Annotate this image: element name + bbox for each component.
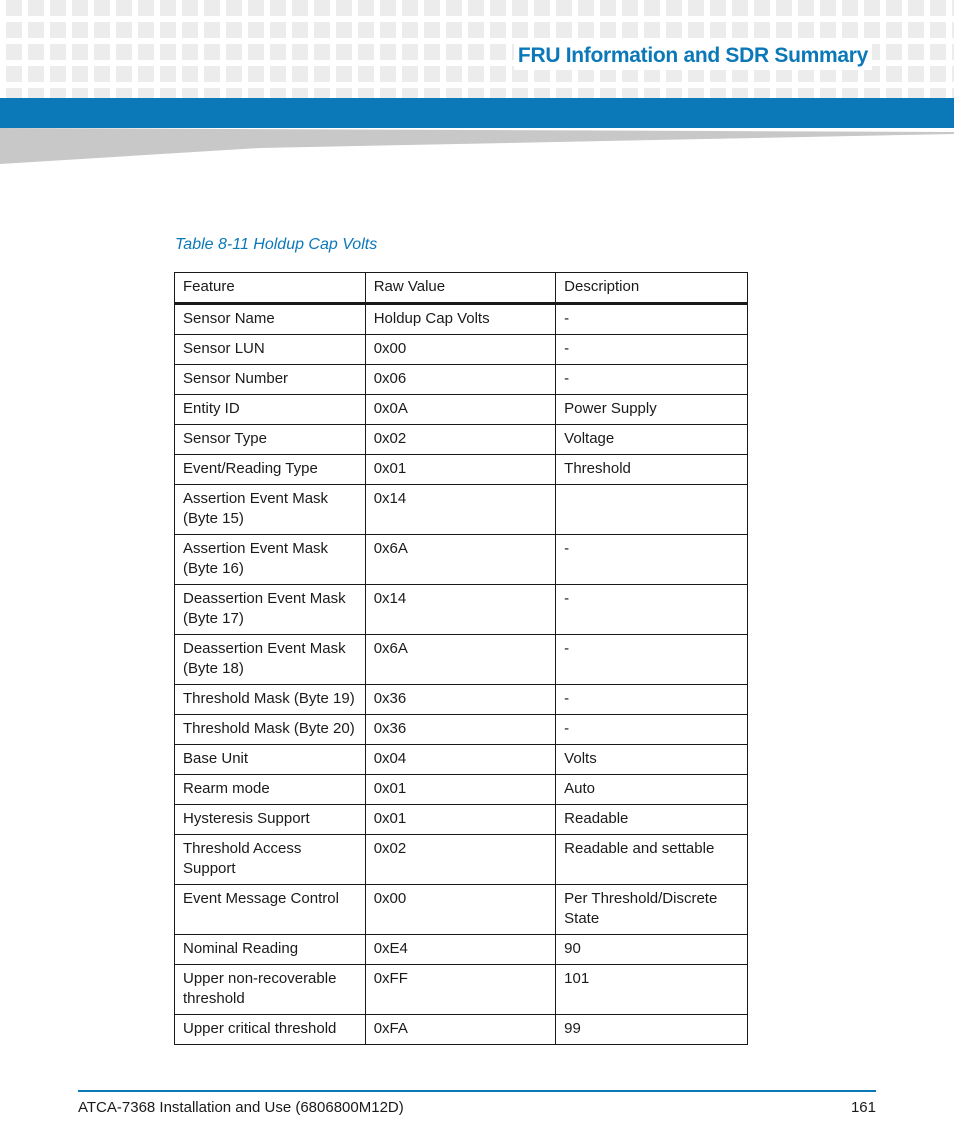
- cell-description: -: [556, 304, 748, 335]
- cell-raw-value: 0x6A: [365, 535, 555, 585]
- table-row: [175, 1015, 748, 1045]
- cell-feature: Sensor LUN: [175, 335, 366, 365]
- column-header-description: Description: [556, 273, 748, 304]
- page-header-title: FRU Information and SDR Summary: [514, 42, 872, 70]
- cell-raw-value: 0x0A: [365, 395, 555, 425]
- table-row: [175, 304, 748, 335]
- cell-feature: Upper critical threshold: [175, 1015, 366, 1045]
- column-header-raw-value: Raw Value: [365, 273, 555, 304]
- table-row: [175, 965, 748, 1015]
- cell-description: [556, 485, 748, 535]
- table-header-row: [175, 273, 748, 304]
- cell-feature: Nominal Reading: [175, 935, 366, 965]
- cell-feature: Assertion Event Mask (Byte 15): [175, 485, 366, 535]
- cell-description: -: [556, 535, 748, 585]
- cell-description: Per Threshold/Discrete State: [556, 885, 748, 935]
- table-row: [175, 455, 748, 485]
- cell-feature: Event Message Control: [175, 885, 366, 935]
- cell-description: Auto: [556, 775, 748, 805]
- cell-raw-value: 0x00: [365, 335, 555, 365]
- table-row: [175, 635, 748, 685]
- cell-raw-value: Holdup Cap Volts: [365, 304, 555, 335]
- cell-raw-value: 0x00: [365, 885, 555, 935]
- cell-raw-value: 0xFF: [365, 965, 555, 1015]
- table-caption: Table 8-11 Holdup Cap Volts: [175, 236, 378, 253]
- table-body: [175, 304, 748, 1045]
- cell-raw-value: 0x14: [365, 585, 555, 635]
- header-blue-bar: [0, 98, 954, 128]
- table-row: [175, 485, 748, 535]
- column-header-feature: Feature: [175, 273, 366, 304]
- cell-feature: Threshold Access Support: [175, 835, 366, 885]
- cell-raw-value: 0x02: [365, 835, 555, 885]
- cell-description: -: [556, 685, 748, 715]
- cell-raw-value: 0x36: [365, 715, 555, 745]
- table-row: [175, 885, 748, 935]
- cell-description: Volts: [556, 745, 748, 775]
- table-row: [175, 745, 748, 775]
- footer-document-title: ATCA-7368 Installation and Use (6806800M12D): [78, 1099, 404, 1116]
- cell-feature: Assertion Event Mask (Byte 16): [175, 535, 366, 585]
- cell-raw-value: 0x6A: [365, 635, 555, 685]
- table-row: [175, 425, 748, 455]
- cell-description: -: [556, 635, 748, 685]
- table-row: [175, 335, 748, 365]
- cell-raw-value: 0x04: [365, 745, 555, 775]
- cell-raw-value: 0xE4: [365, 935, 555, 965]
- cell-feature: Sensor Type: [175, 425, 366, 455]
- cell-description: Power Supply: [556, 395, 748, 425]
- cell-description: -: [556, 585, 748, 635]
- header-swoosh: [0, 128, 954, 164]
- cell-raw-value: 0x01: [365, 455, 555, 485]
- cell-description: -: [556, 365, 748, 395]
- holdup-cap-volts-table: [174, 272, 748, 1045]
- table-row: [175, 715, 748, 745]
- cell-description: Readable and settable: [556, 835, 748, 885]
- cell-description: 99: [556, 1015, 748, 1045]
- cell-feature: Deassertion Event Mask (Byte 17): [175, 585, 366, 635]
- cell-description: -: [556, 715, 748, 745]
- cell-feature: Entity ID: [175, 395, 366, 425]
- cell-feature: Threshold Mask (Byte 20): [175, 715, 366, 745]
- cell-feature: Deassertion Event Mask (Byte 18): [175, 635, 366, 685]
- cell-description: Readable: [556, 805, 748, 835]
- cell-raw-value: 0x01: [365, 775, 555, 805]
- table-row: [175, 395, 748, 425]
- cell-description: 90: [556, 935, 748, 965]
- cell-raw-value: 0x02: [365, 425, 555, 455]
- cell-feature: Event/Reading Type: [175, 455, 366, 485]
- table-row: [175, 365, 748, 395]
- cell-raw-value: 0x01: [365, 805, 555, 835]
- cell-raw-value: 0x14: [365, 485, 555, 535]
- table-row: [175, 805, 748, 835]
- cell-feature: Upper non-recoverable threshold: [175, 965, 366, 1015]
- table-row: [175, 775, 748, 805]
- cell-raw-value: 0xFA: [365, 1015, 555, 1045]
- cell-feature: Hysteresis Support: [175, 805, 366, 835]
- footer-page-number: 161: [850, 1099, 876, 1116]
- table-row: [175, 835, 748, 885]
- cell-description: Voltage: [556, 425, 748, 455]
- table-row: [175, 535, 748, 585]
- cell-description: -: [556, 335, 748, 365]
- cell-feature: Sensor Name: [175, 304, 366, 335]
- cell-feature: Sensor Number: [175, 365, 366, 395]
- cell-feature: Rearm mode: [175, 775, 366, 805]
- footer-rule: [78, 1090, 876, 1092]
- table-row: [175, 585, 748, 635]
- cell-feature: Threshold Mask (Byte 19): [175, 685, 366, 715]
- table-row: [175, 935, 748, 965]
- cell-description: 101: [556, 965, 748, 1015]
- cell-raw-value: 0x06: [365, 365, 555, 395]
- cell-raw-value: 0x36: [365, 685, 555, 715]
- table-row: [175, 685, 748, 715]
- cell-feature: Base Unit: [175, 745, 366, 775]
- cell-description: Threshold: [556, 455, 748, 485]
